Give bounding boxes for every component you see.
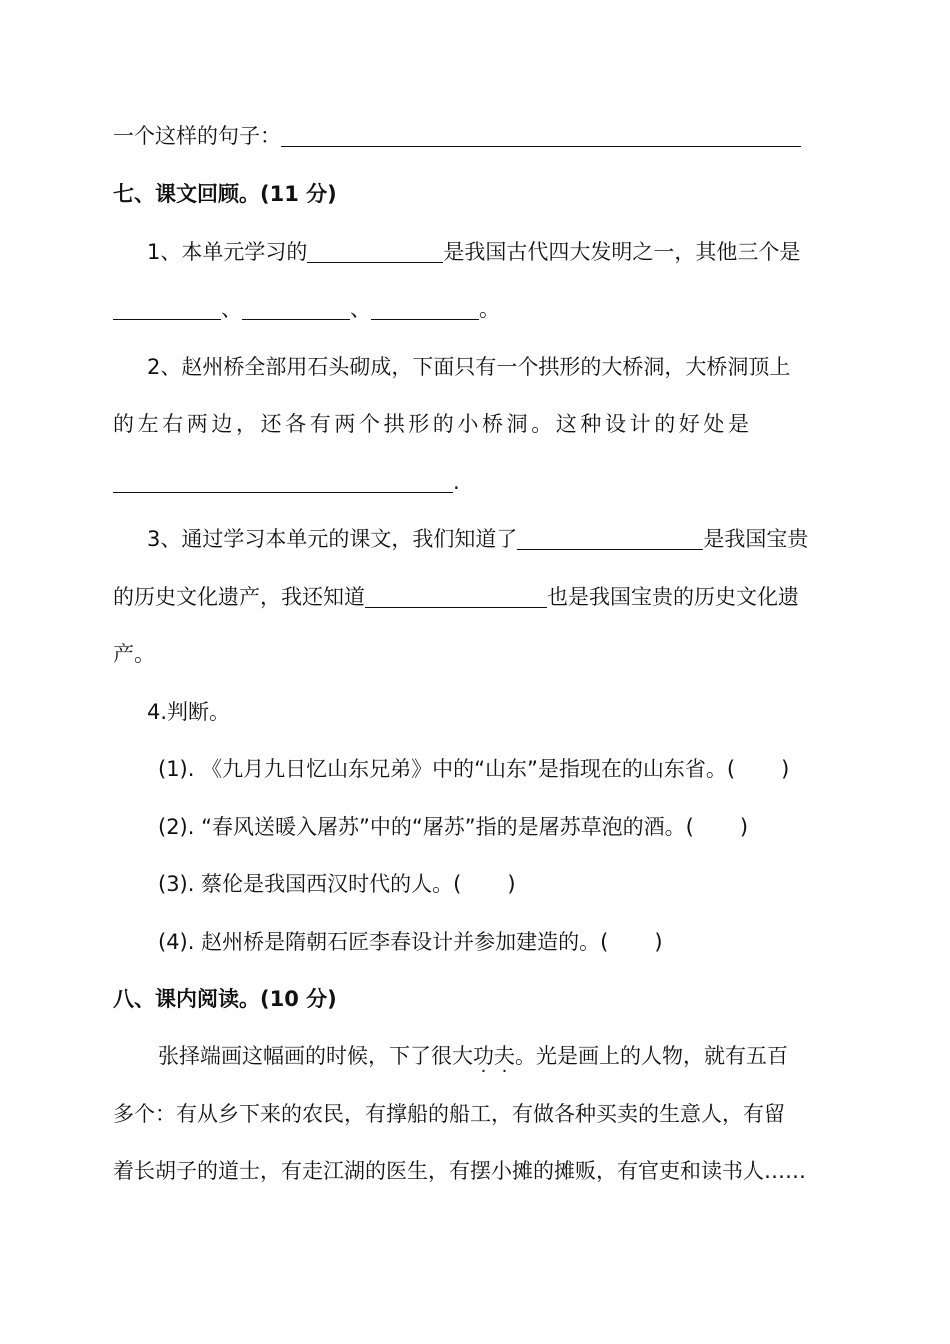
judgment-3-close: ) [507,872,516,896]
judgment-1-open: ( [726,757,736,781]
judgment-2 [158,812,748,842]
q1-text-b: 是我国古代四大发明之一，其他三个是 [443,240,801,264]
q3-blank-1[interactable] [517,527,703,550]
top-sentence-blank[interactable] [281,124,801,147]
judgment-3 [158,869,516,899]
q1-blank-other-1[interactable] [113,297,221,320]
q1-blank-other-3[interactable] [371,297,479,320]
reading-text-a: 张择端画这幅画的时候，下了很大 [158,1044,473,1068]
top-sentence-line [113,121,801,151]
q3-text-d: 也是我国宝贵的历史文化遗 [547,585,799,609]
reading-text-b: 。光是画上的人物，就有五百 [515,1044,788,1068]
q1-blank-other-2[interactable] [242,297,350,320]
judgment-4-text: (4). 赵州桥是隋朝石匠李春设计并参加建造的。 [158,930,601,954]
q4-title: 4.判断。 [147,700,231,724]
dotted-char-1: 功 [473,1044,494,1068]
dotted-char-2: 夫 [494,1044,515,1068]
q3-blank-2[interactable] [365,585,547,608]
q1-line2 [113,294,500,324]
judgment-4-open: ( [600,930,609,954]
judgment-2-close: ) [739,815,749,839]
q2-line3 [113,467,460,497]
reading-line1 [158,1041,788,1071]
q3-text-c: 的历史文化遗产，我还知道 [113,585,365,609]
judgment-1 [158,754,789,784]
q1-blank-invention[interactable] [307,240,443,263]
reading-line2: 多个：有从乡下来的农民，有撑船的船工，有做各种买卖的生意人，有留 [113,1102,785,1126]
section7-heading: 七、课文回顾。(11 分) [113,182,337,206]
q3-text-b: 是我国宝贵 [703,527,809,551]
judgment-3-text: (3). 蔡伦是我国西汉时代的人。 [158,872,454,896]
q3-text-a: 3、通过学习本单元的课文，我们知道了 [147,527,518,551]
q2-line2: 的左右两边，还各有两个拱形的小桥洞。这种设计的好处是 [113,412,753,436]
judgment-2-text: (2). “春风送暖入屠苏”中的“屠苏”指的是屠苏草泡的酒。 [158,815,686,839]
q3-line3: 产。 [113,642,155,666]
judgment-4-close: ) [654,930,663,954]
section8-heading: 八、课内阅读。(10 分) [113,987,337,1011]
q2-line1: 2、赵州桥全部用石头砌成，下面只有一个拱形的大桥洞，大桥洞顶上 [147,355,791,379]
q2-blank-benefit[interactable] [113,470,453,493]
q1-sep-1: 、 [221,297,242,321]
q3-line1 [147,524,808,554]
q1-text-a: 1、本单元学习的 [147,240,308,264]
q3-line2 [113,582,799,612]
q2-end: . [453,470,460,494]
top-sentence-label: 一个这样的句子： [113,124,281,148]
judgment-2-open: ( [685,815,694,839]
q1-line1 [147,237,800,267]
q1-end: 。 [479,297,500,321]
reading-line3: 着长胡子的道士，有走江湖的医生，有摆小摊的摊贩，有官吏和读书人…… [113,1159,806,1183]
judgment-1-text: (1). 《九月九日忆山东兄弟》中的“山东”是指现在的山东省。 [158,757,727,781]
judgment-1-close: ) [781,757,790,781]
judgment-4 [158,927,663,957]
q1-sep-2: 、 [350,297,371,321]
judgment-3-open: ( [453,872,462,896]
